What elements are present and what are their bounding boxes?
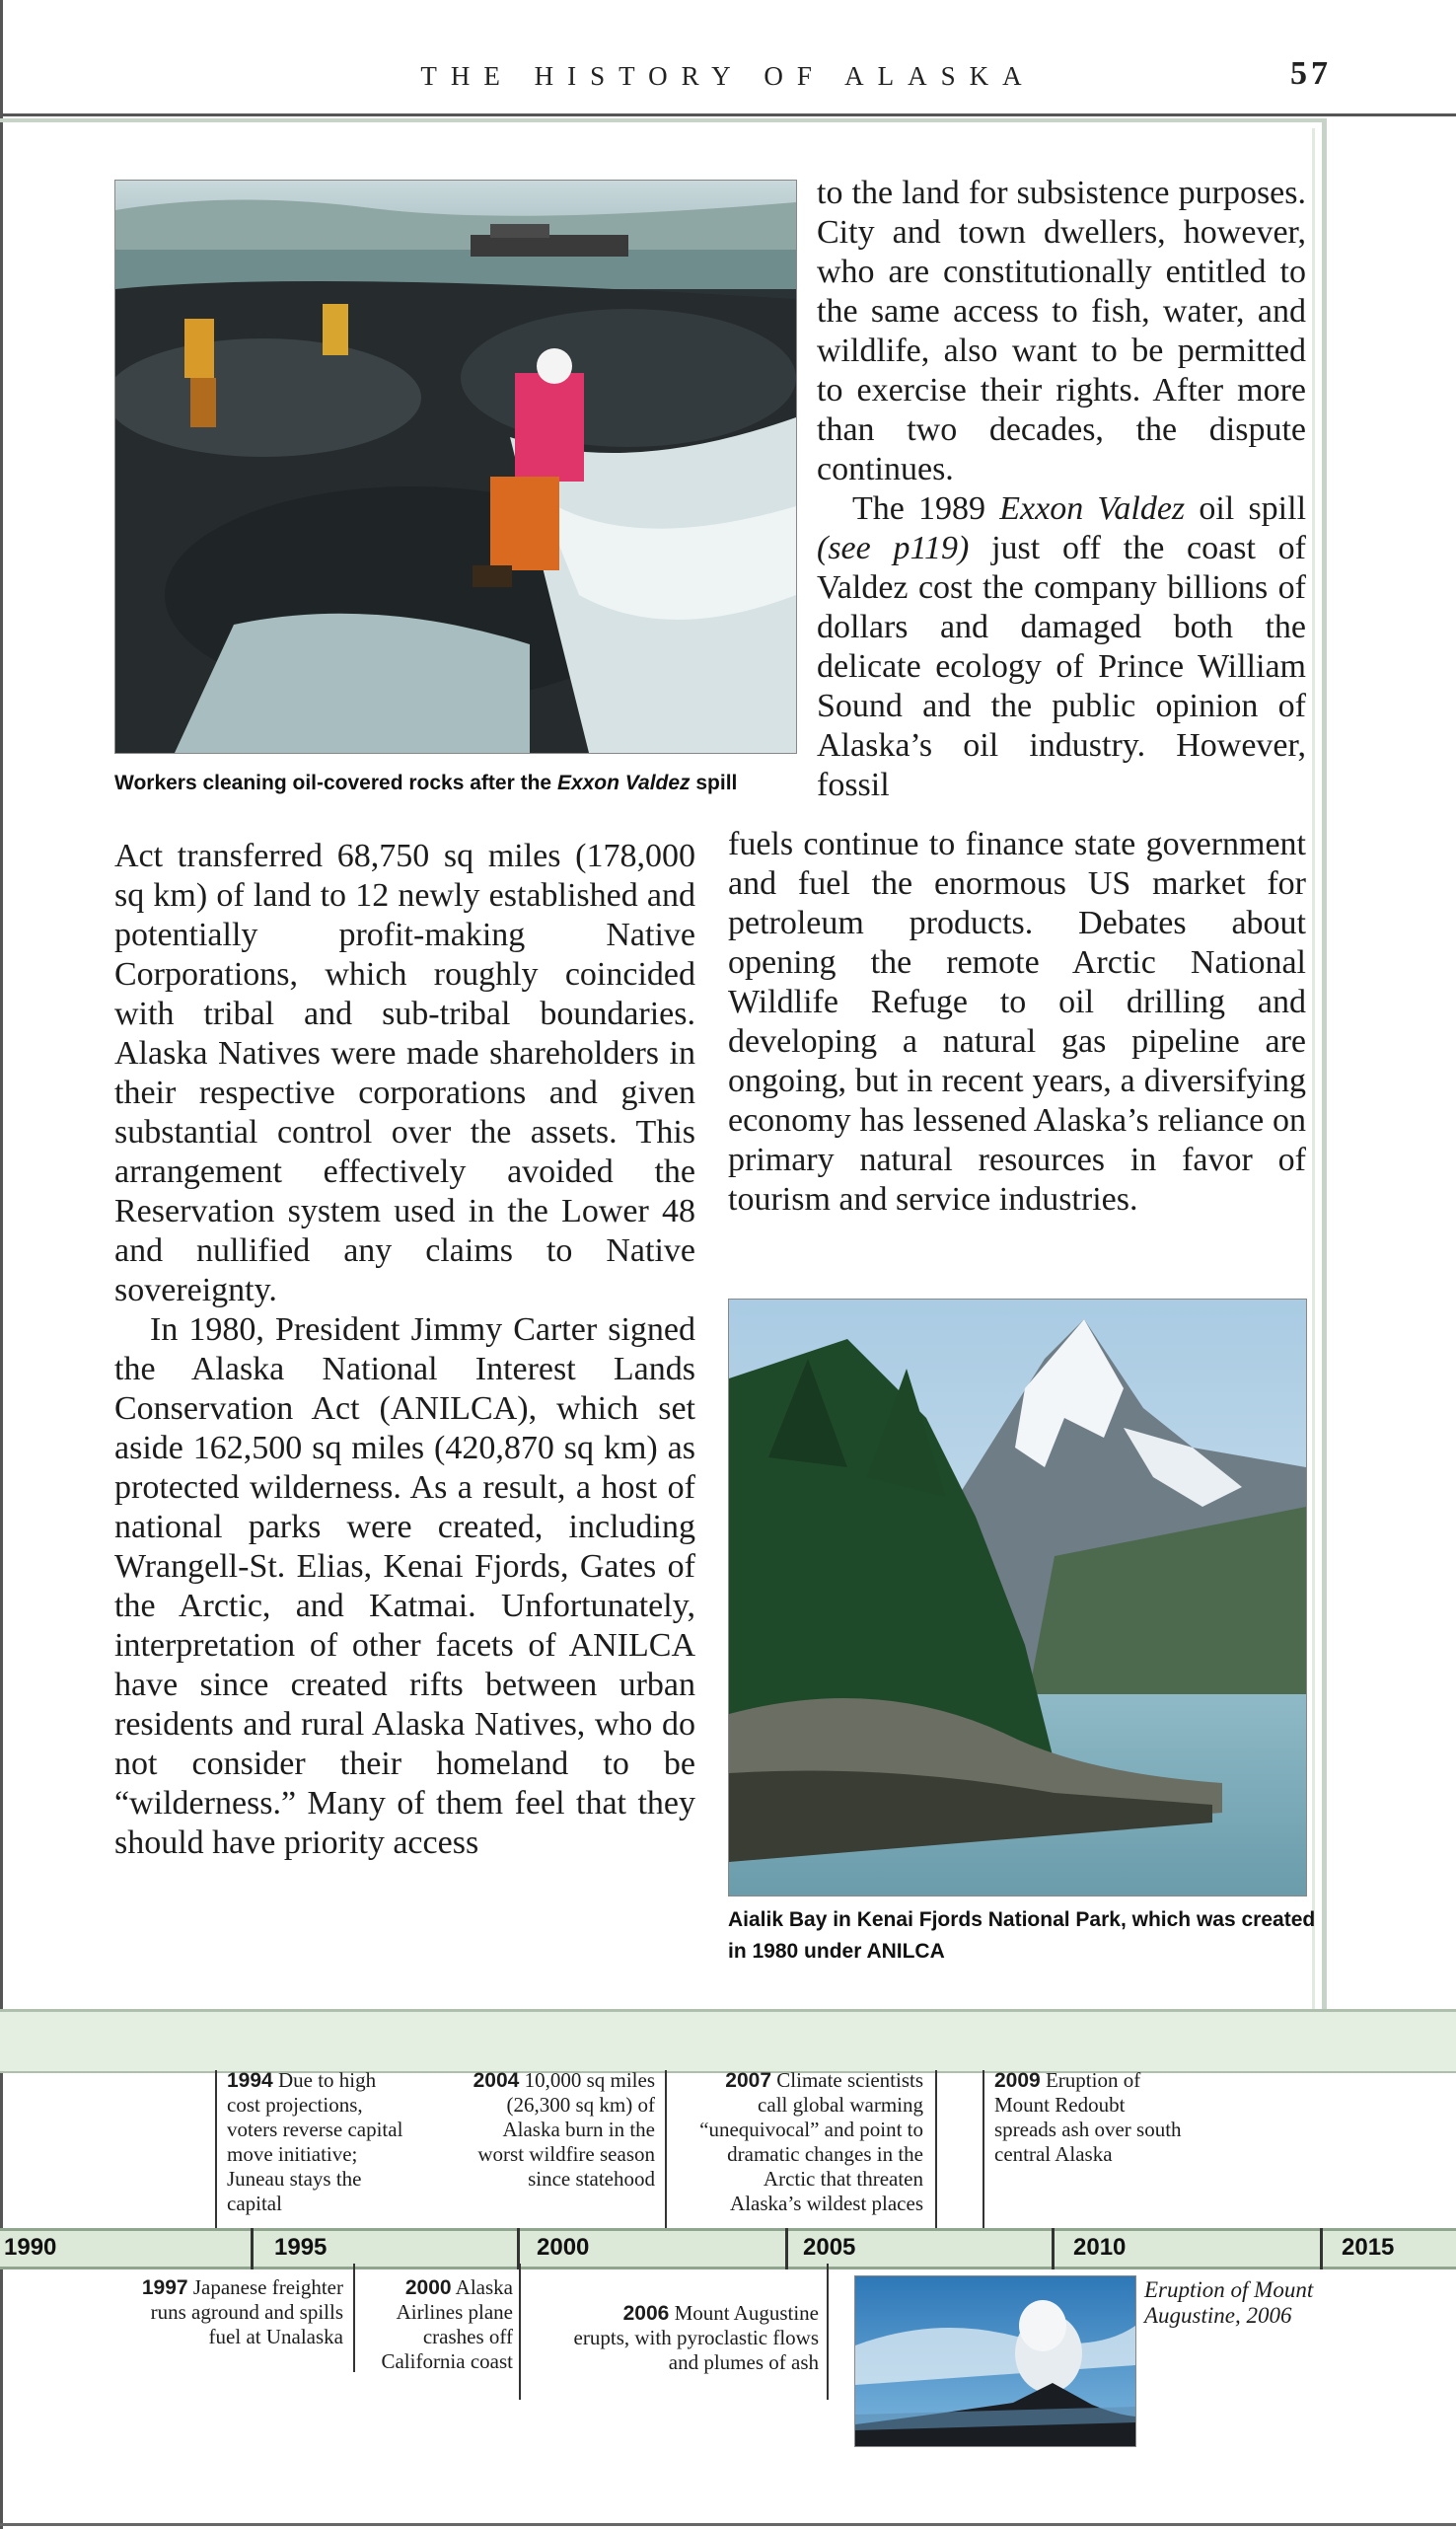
- aialik-bay-caption: Aialik Bay in Kenai Fjords National Park, which was created in 1980 under ANILCA: [728, 1908, 1316, 1963]
- page-bottom-rule: [0, 2523, 1456, 2526]
- mount-augustine-caption: Eruption of Mount Augustine, 2006: [1144, 2277, 1314, 2328]
- timeline-tick: [251, 2228, 254, 2269]
- timeline-year-2005: 2005: [803, 2234, 856, 2261]
- aialik-bay-photo: [728, 1299, 1307, 1897]
- page-reference: (see p119): [817, 530, 970, 566]
- text-run: oil spill: [1185, 490, 1307, 527]
- caption-text: spill: [690, 772, 738, 794]
- right-column-middle: [728, 825, 1306, 1220]
- event-year: 1997: [141, 2276, 188, 2299]
- event-text: Due to high cost projections, voters reverse capital move initiative; Juneau stays the capital: [227, 2068, 403, 2215]
- timeline-year-2015: 2015: [1342, 2234, 1395, 2261]
- timeline-event-2006: [572, 2301, 819, 2375]
- event-year: 2000: [404, 2276, 452, 2299]
- timeline-bar: [0, 2228, 1456, 2269]
- timeline-event-1997: [128, 2275, 343, 2349]
- event-text: Climate scientists call global warming “unequivocal” and point to dramatic changes in the Arctic that threaten Alaska’s wildest places: [699, 2068, 923, 2215]
- frame-top-border: [0, 118, 1327, 122]
- timeline-connector: [215, 2070, 217, 2230]
- text-run: just off the coast of Valdez cost the company billions of dollars and damaged both the delicate ecology of Prince William Sound and the public opinion of Alaska’s oil industry. However, fossil: [817, 530, 1307, 803]
- event-year: 2006: [622, 2302, 670, 2325]
- timeline-year-2000: 2000: [537, 2234, 590, 2261]
- event-year: 2009: [994, 2069, 1041, 2092]
- page-left-rule: [0, 0, 3, 2529]
- timeline-event-1994: [227, 2068, 414, 2216]
- paragraph: Act transferred 68,750 sq miles (178,000 sq km) of land to 12 newly established and potentially profit-making Native Corporations, which roughly coincided with tribal and sub-tribal boundaries. Alaska Natives were made shareholders in their respective corporations and given substantial control over the assets. This arrangement effectively avoided the Reservation system used in the Lower 48 and nullified any claims to Native sovereignty.: [114, 838, 695, 1308]
- timeline-connector: [353, 2264, 355, 2372]
- timeline-year-1990: 1990: [4, 2234, 57, 2261]
- caption-italic: Exxon Valdez: [556, 772, 691, 794]
- timeline-tick: [1052, 2228, 1055, 2269]
- running-head: THE HISTORY OF ALASKA: [420, 61, 1036, 91]
- event-text: Mount Augustine erupts, with pyroclastic flows and plumes of ash: [573, 2301, 819, 2374]
- timeline-event-2007: [691, 2068, 923, 2216]
- paragraph: fuels continue to finance state government and fuel the enormous US market for petroleum products. Debates about opening the remote Arctic National Wildlife Refuge to oil drilling and developing a natural gas pipeline are ongoing, but in recent years, a diversifying economy has lessened Alaska’s reliance on primary natural resources in favor of tourism and service industries.: [728, 826, 1306, 1218]
- event-year: 2004: [473, 2069, 520, 2092]
- oil-spill-caption: [114, 768, 805, 799]
- right-column-top: [817, 174, 1306, 805]
- timeline-event-2004: [470, 2068, 655, 2192]
- page-number: 57: [1290, 55, 1332, 92]
- mount-augustine-photo: [854, 2275, 1136, 2447]
- oil-spill-photo: [114, 180, 797, 754]
- timeline-connector: [827, 2264, 829, 2400]
- timeline-tick: [785, 2228, 788, 2269]
- header-rule: [0, 113, 1456, 116]
- event-text: Eruption of Mount Redoubt spreads ash over south central Alaska: [994, 2068, 1182, 2166]
- event-year: 2007: [725, 2069, 772, 2092]
- timeline-connector: [935, 2070, 937, 2230]
- timeline-top-band: [0, 2009, 1456, 2073]
- event-text: Alaska Airlines plane crashes off California coast: [381, 2275, 513, 2373]
- left-column: [114, 837, 695, 1863]
- timeline-year-1995: 1995: [274, 2234, 328, 2261]
- paragraph: In 1980, President Jimmy Carter signed the Alaska National Interest Lands Conservation Act (ANILCA), which set aside 162,500 sq miles (420,870 sq km) as protected wilderness. As a result, a host of national parks were created, including Wrangell-St. Elias, Kenai Fjords, Gates of the Arctic, and Katmai. Unfortunately, interpretation of other facets of ANILCA have since created rifts between urban residents and rural Alaska Natives, who do not consider their homeland to be “wilderness.” Many of them feel that they should have priority access: [114, 1311, 695, 1861]
- timeline-event-2000: [369, 2275, 513, 2374]
- italic-run: Exxon Valdez: [999, 490, 1186, 527]
- paragraph: to the land for subsistence purposes. City and town dwellers, however, who are constitutionally entitled to the same access to fish, water, and wildlife, also want to be permitted to exercise their rights. After more than two decades, the dispute continues.: [817, 175, 1306, 487]
- timeline-connector: [665, 2070, 667, 2230]
- event-year: 1994: [227, 2069, 273, 2092]
- event-text: 10,000 sq miles (26,300 sq km) of Alaska burn in the worst wildfire season since statehood: [477, 2068, 655, 2191]
- caption-text: Workers cleaning oil-covered rocks after the: [114, 772, 557, 794]
- timeline-connector: [983, 2070, 984, 2230]
- paragraph: [817, 489, 1306, 805]
- text-run: The 1989: [852, 490, 1000, 527]
- frame-right-inner-border: [1312, 128, 1315, 2013]
- timeline-connector: [519, 2264, 521, 2400]
- event-text: Japanese freighter runs aground and spills fuel at Unalaska: [150, 2275, 343, 2348]
- frame-right-border: [1322, 118, 1327, 2013]
- timeline-event-2009: [994, 2068, 1192, 2167]
- timeline-year-2010: 2010: [1073, 2234, 1127, 2261]
- timeline-tick: [1320, 2228, 1323, 2269]
